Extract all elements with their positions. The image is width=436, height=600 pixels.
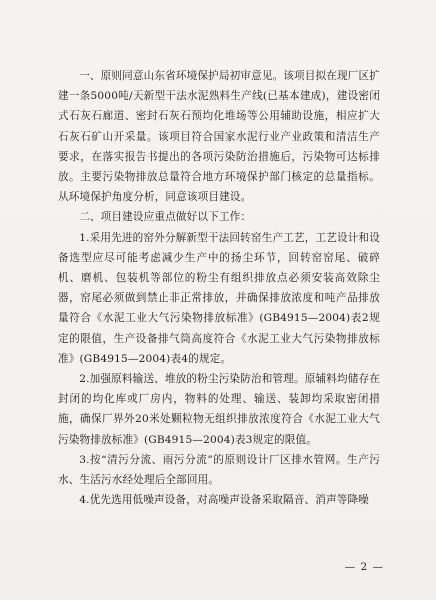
paragraph-key-work-heading: 二、项目建设应重点做好以下工作： <box>79 211 252 224</box>
paragraph-item-4-noise: 4.优先选用低噪声设备，对高噪声设备采取隔音、消声等降噪 <box>79 494 369 507</box>
page-number: — 2 — <box>344 561 384 573</box>
paragraph-item-1-process-dust: 1.采用先进的窑外分解新型干法回转窑生产工艺，工艺设计和设备选型应尽可能考虑减少生产中的扬尘环节，回转窑窑尾、破碎机、磨机、包装机等部位的粉尘有组织排放点必须安装高效除尘器，窑尾必须做到禁止非正常排放，并确保排放浓度和吨产品排放量符合《水泥工业大气污染物排放标准》(GB4915—2004)表2规定的限值，生产设备排气筒高度符合《水泥工业大气污染物排放标准》(GB4915—2004)表4的规定。 <box>58 231 380 365</box>
paragraph-approval-opinion: 一、原则同意山东省环境保护局初审意见。该项目拟在现厂区扩建一条5000吨/天新型干法水泥熟料生产线(已基本建成)，建设密闭式石灰石廊道、密封石灰石预均化堆场等公用辅助设施，相应扩大石灰石矿山开采量。该项目符合国家水泥行业产业政策和清洁生产要求，在落实报告书提出的各项污染防治措施后，污染物可达标排放。主要污染物排放总量符合地方环境保护部门核定的总量指标。从环境保护角度分析，同意该项目建设。 <box>58 70 381 204</box>
paragraph-item-2-material-dust: 2.加强原料输送、堆放的粉尘污染防治和管理。原辅料均储存在封闭的均化库或厂房内，物料的处理、输送、装卸均采取密闭措施，确保厂界外20米处颗粒物无组织排放浓度符合《水泥工业大气污染物排放标准》(GB4915—2004)表3规定的限值。 <box>58 373 380 446</box>
paragraph-item-3-drainage: 3.按“清污分流、雨污分流”的原则设计厂区排水管网。生产污水、生活污水经处理后全部回用。 <box>58 453 380 487</box>
document-body <box>58 66 380 510</box>
